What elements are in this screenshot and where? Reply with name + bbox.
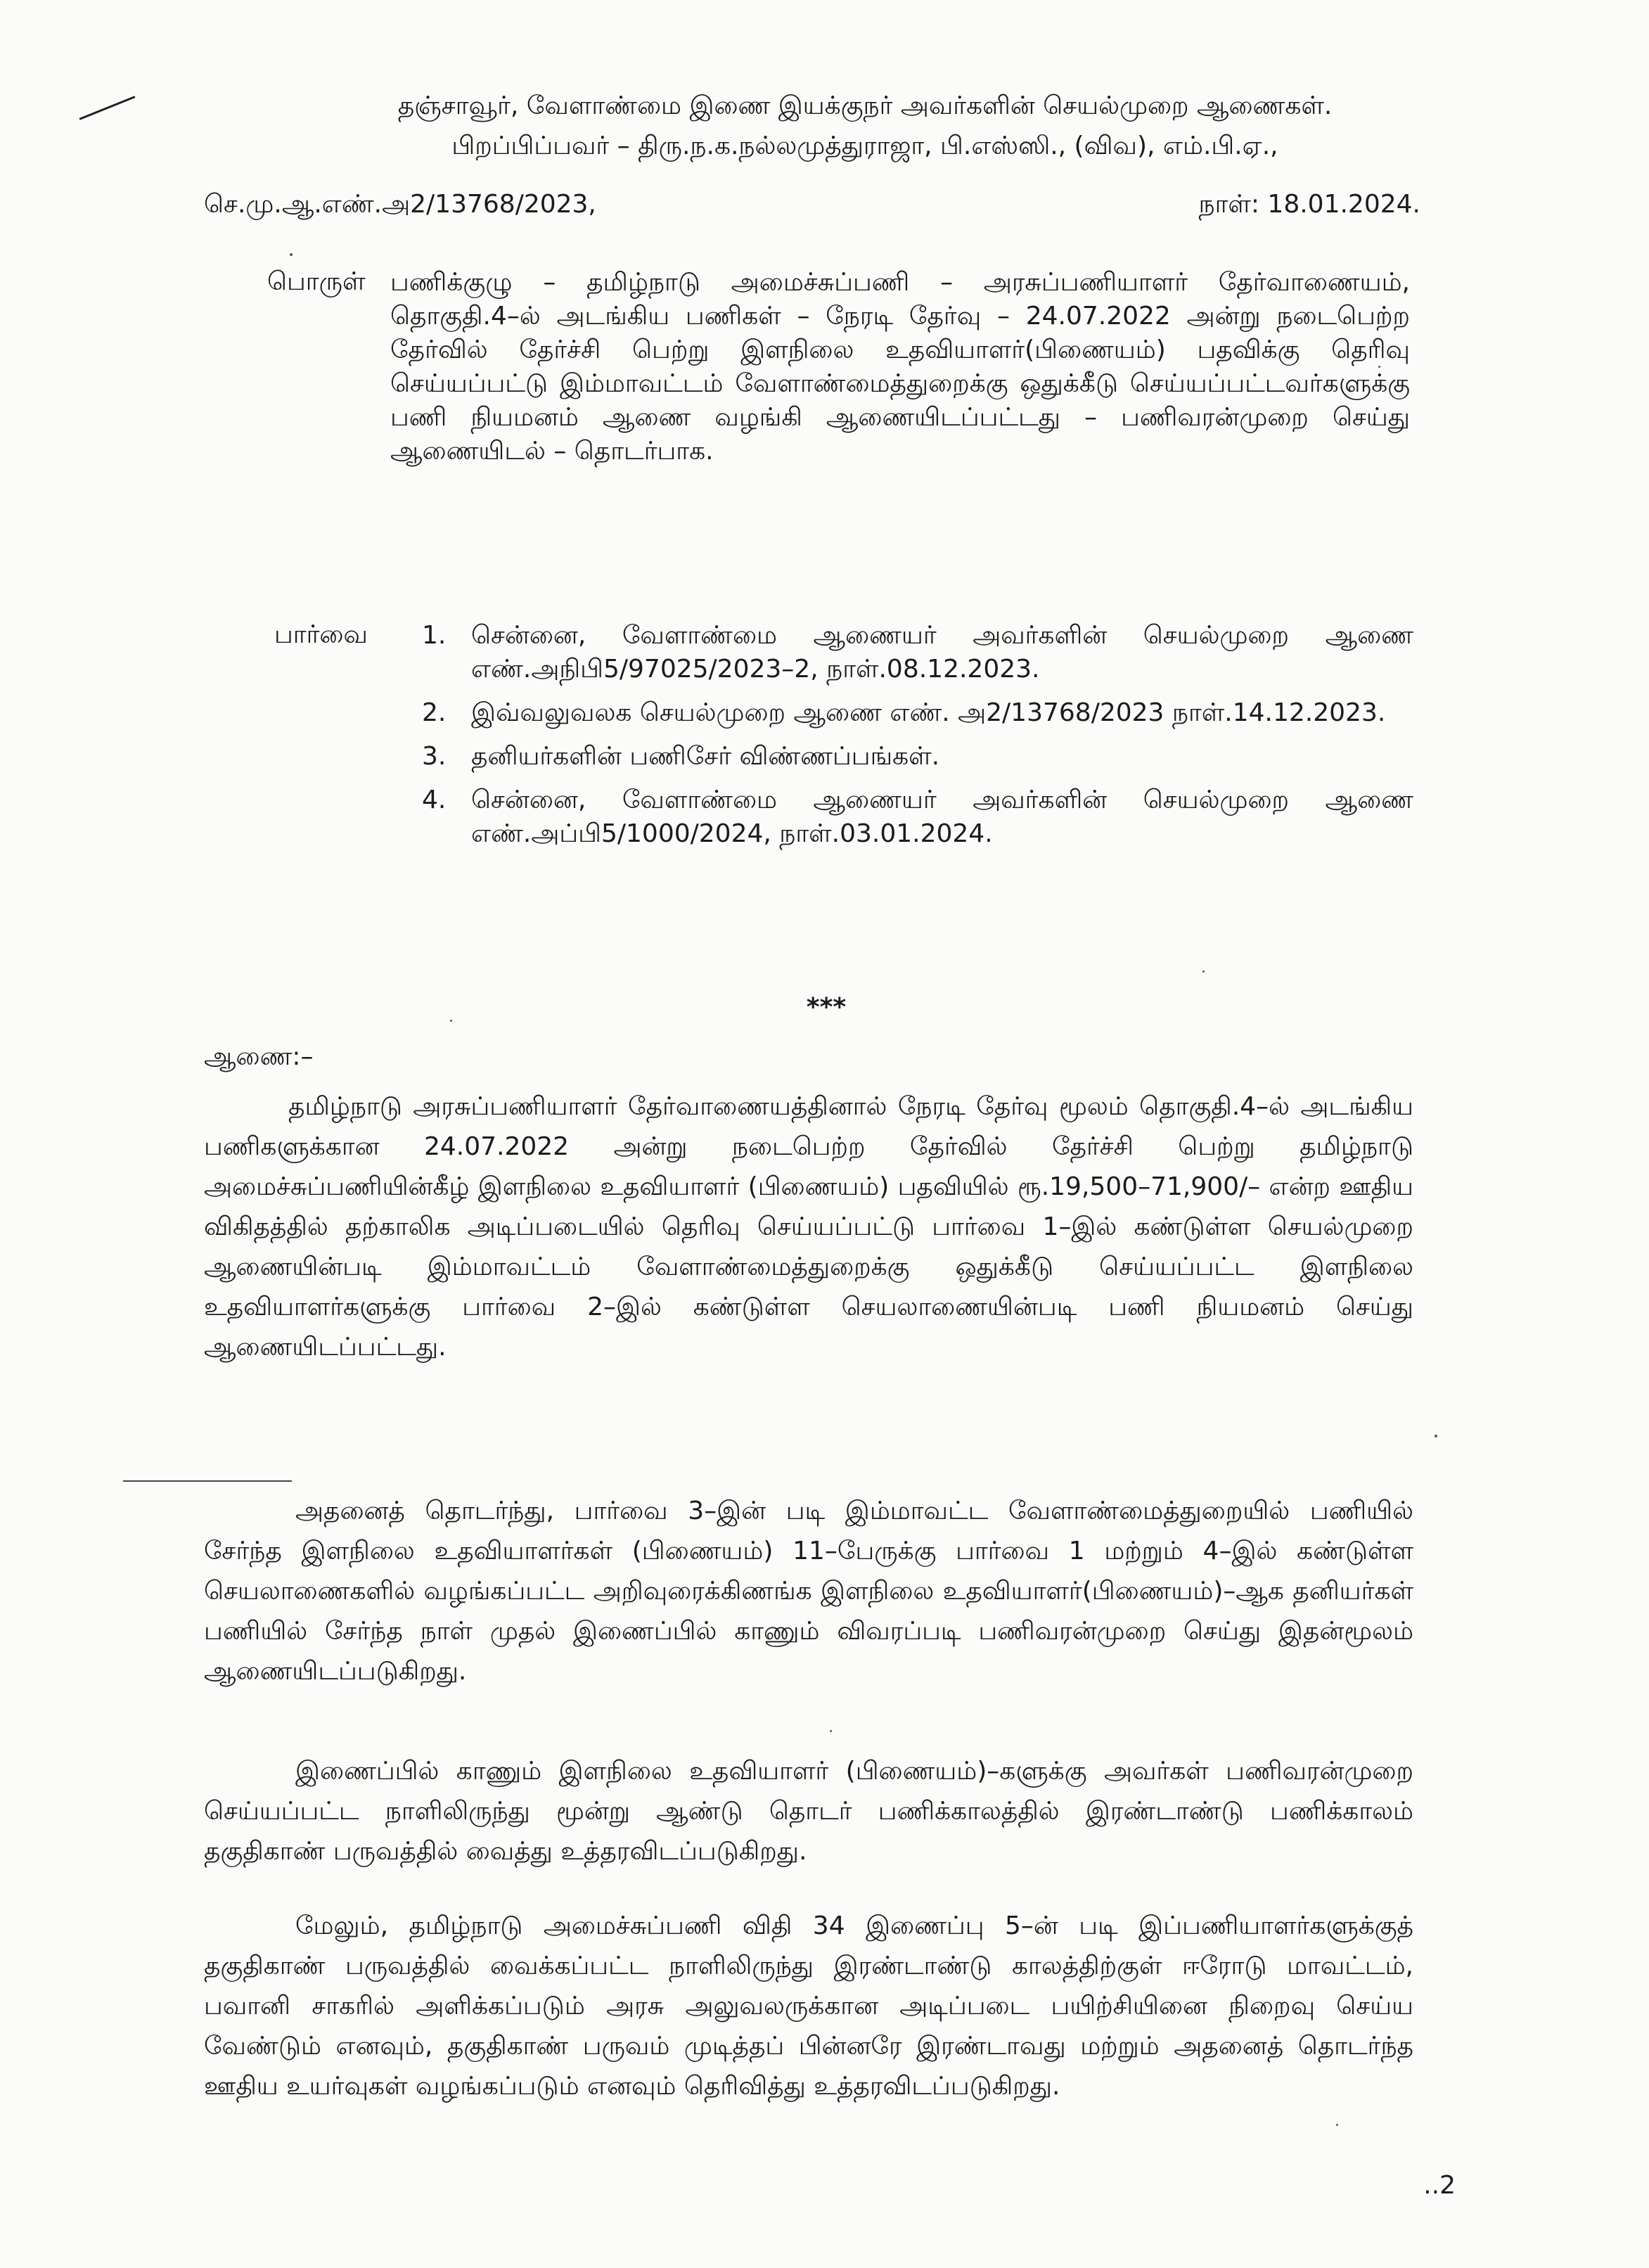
section-separator: ***	[806, 993, 847, 1022]
scan-speck	[290, 253, 293, 256]
scan-speck	[1202, 970, 1205, 973]
page-continuation-marker: ..2	[1423, 2171, 1456, 2200]
reference-text: சென்னை, வேளாண்மை ஆணையர் அவர்களின் செயல்முறை ஆணை எண்.அப்பி5/1000/2024, நாள்.03.01.2024.	[471, 786, 1413, 848]
reference-item	[422, 783, 1413, 851]
reference-number-label: 4.	[422, 786, 447, 814]
divider-line	[123, 1480, 292, 1482]
scan-speck	[450, 1020, 452, 1022]
reference-number-label: 2.	[422, 698, 447, 727]
header-issuer: பிறப்பிப்பவர் – திரு.ந.க.நல்லமுத்துராஜா, பி.எஸ்ஸி., (விவ), எம்.பி.ஏ.,	[451, 132, 1278, 160]
order-paragraph: தமிழ்நாடு அரசுப்பணியாளர் தேர்வாணையத்தினால் நேரடி தேர்வு மூலம் தொகுதி.4–ல் அடங்கிய பணிகளுக்கான 24.07.2022 அன்று நடைபெற்ற தேர்வில் தேர்ச்சி பெற்று தமிழ்நாடு அமைச்சுப்பணியின்கீழ் இளநிலை உதவியாளர் (பிணையம்) பதவியில் ரூ.19,500–71,900/– என்ற ஊதிய விகிதத்தில் தற்காலிக அடிப்படையில் தெரிவு செய்யப்பட்டு பார்வை 1–இல் கண்டுள்ள செயல்முறை ஆணையின்படி இம்மாவட்டம் வேளாண்மைத்துறைக்கு ஒதுக்கீடு செய்யப்பட்ட இளநிலை உதவியாளர்களுக்கு பார்வை 2–இல் கண்டுள்ள செயலாணையின்படி பணி நியமனம் செய்து ஆணையிடப்பட்டது.	[204, 1092, 1414, 1362]
scan-speck	[1378, 366, 1380, 368]
reference-text: இவ்வலுவலக செயல்முறை ஆணை எண். அ2/13768/2023 நாள்.14.12.2023.	[471, 698, 1386, 727]
header-title: தஞ்சாவூர், வேளாண்மை இணை இயக்குநர் அவர்களின் செயல்முறை ஆணைகள்.	[397, 91, 1333, 120]
reference-item	[422, 740, 1413, 774]
order-paragraph: அதனைத் தொடர்ந்து, பார்வை 3–இன் படி இம்மாவட்ட வேளாண்மைத்துறையில் பணியில் சேர்ந்த இளநிலை உதவியாளர்கள் (பிணையம்) 11–பேருக்கு பார்வை 1 மற்றும் 4–இல் கண்டுள்ள செயலாணைகளில் வழங்கப்பட்ட அறிவுரைக்கிணங்க இளநிலை உதவியாளர்(பிணையம்)–ஆக தனியர்கள் பணியில் சேர்ந்த நாள் முதல் இணைப்பில் காணும் விவரப்படி பணிவரன்முறை செய்து இதன்மூலம் ஆணையிடப்படுகிறது.	[204, 1497, 1413, 1686]
reference-text: தனியர்களின் பணிசேர் விண்ணப்பங்கள்.	[471, 742, 940, 771]
reference-number: செ.மு.ஆ.எண்.அ2/13768/2023,	[204, 190, 596, 219]
reference-text: சென்னை, வேளாண்மை ஆணையர் அவர்களின் செயல்முறை ஆணை எண்.அநிபி5/97025/2023–2, நாள்.08.12.2023.	[471, 621, 1413, 684]
reference-item	[422, 619, 1413, 686]
order-label: ஆணை:–	[204, 1042, 314, 1071]
references-list	[422, 619, 1413, 851]
subject-text: பணிக்குழு – தமிழ்நாடு அமைச்சுப்பணி – அரசுப்பணியாளர் தேர்வாணையம், தொகுதி.4–ல் அடங்கிய பணிகள் – நேரடி தேர்வு – 24.07.2022 அன்று நடைபெற்ற தேர்வில் தேர்ச்சி பெற்று இளநிலை உதவியாளர்(பிணையம்) பதவிக்கு தெரிவு செய்யப்பட்டு இம்மாவட்டம் வேளாண்மைத்துறைக்கு ஒதுக்கீடு செய்யப்பட்டவர்களுக்கு பணி நியமனம் ஆணை வழங்கி ஆணையிடப்பட்டது – பணிவரன்முறை செய்து ஆணையிடல் – தொடர்பாக.	[390, 268, 1410, 466]
references-label: பார்வை	[274, 620, 368, 649]
subject-label: பொருள்	[267, 267, 366, 296]
scan-speck	[830, 1730, 832, 1732]
scan-speck	[1336, 2124, 1338, 2126]
reference-item	[422, 696, 1413, 730]
pen-stroke-mark	[79, 96, 136, 120]
order-paragraph: மேலும், தமிழ்நாடு அமைச்சுப்பணி விதி 34 இணைப்பு 5–ன் படி இப்பணியாளர்களுக்குத் தகுதிகாண் பருவத்தில் வைக்கப்பட்ட நாளிலிருந்து இரண்டாண்டு காலத்திற்குள் ஈரோடு மாவட்டம், பவானி சாகரில் அளிக்கப்படும் அரசு அலுவலருக்கான அடிப்படை பயிற்சியினை நிறைவு செய்ய வேண்டும் எனவும், தகுதிகாண் பருவம் முடித்தப் பின்னரே இரண்டாவது மற்றும் அதனைத் தொடர்ந்த ஊதிய உயர்வுகள் வழங்கப்படும் எனவும் தெரிவித்து உத்தரவிடப்படுகிறது.	[204, 1911, 1413, 2101]
scan-speck	[1435, 1435, 1437, 1437]
order-date: நாள்: 18.01.2024.	[1198, 190, 1420, 219]
reference-number-label: 1.	[422, 621, 447, 650]
order-paragraph: இணைப்பில் காணும் இளநிலை உதவியாளர் (பிணையம்)–களுக்கு அவர்கள் பணிவரன்முறை செய்யப்பட்ட நாளிலிருந்து மூன்று ஆண்டு தொடர் பணிக்காலத்தில் இரண்டாண்டு பணிக்காலம் தகுதிகாண் பருவத்தில் வைத்து உத்தரவிடப்படுகிறது.	[204, 1757, 1413, 1866]
reference-number-label: 3.	[422, 742, 447, 771]
